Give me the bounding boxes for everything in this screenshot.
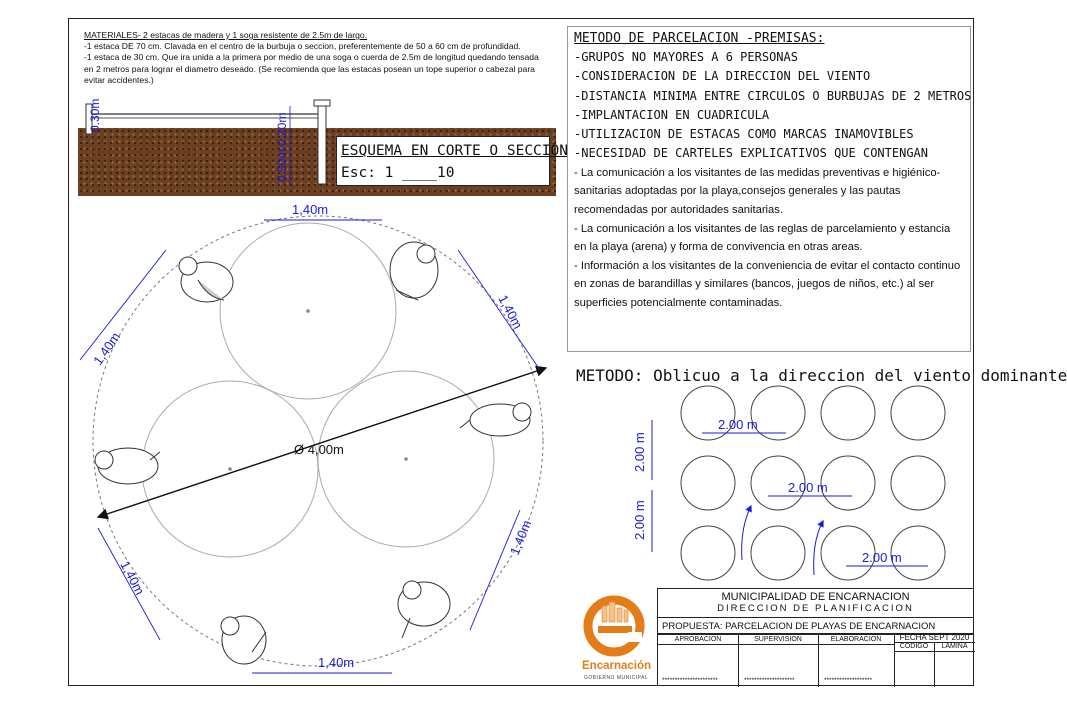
approval-signature: ********************** [662, 677, 718, 684]
date-label: FECHA SEPT 2020 [899, 633, 970, 642]
materials-heading: MATERIALES- 2 estacas de madera y 1 soga resistente de 2.5m de largo. [84, 30, 368, 40]
premises-title: METODO DE PARCELACION -PREMISAS: [574, 31, 825, 46]
side-dimension-top: 1,40m [292, 202, 329, 217]
section-scale: Esc: 1 ____10 [341, 165, 455, 181]
dim-030: 0.30m [88, 98, 102, 132]
dim-020: 0.20m [275, 112, 289, 146]
dim-horizontal: 2.00 m [862, 550, 902, 565]
supervision-header: SUPERVISION [754, 636, 802, 643]
dim-horizontal: 2.00 m [718, 417, 758, 432]
logo-subtitle: GOBIERNO MUNICIPAL [584, 675, 649, 681]
premise-paragraph: - La comunicación a los visitantes de las medidas preventivas e higiénico-sanitarias adoptadas por la playa,consejos generales y las pautas recomendadas por autoridades sanitarias. [574, 166, 941, 216]
sheet-header: LAMINA [941, 643, 968, 650]
department-name: DIRECCION DE PLANIFICACION [717, 603, 914, 614]
wind-arrow-icon [814, 523, 822, 575]
elaboration-signature: ******************* [824, 677, 873, 684]
side-dimension-left: 1,40m [90, 329, 124, 368]
supervision-signature: ******************** [744, 677, 795, 684]
side-dimension-top-right: 1,40m [495, 292, 526, 332]
wind-arrow-icon [742, 508, 750, 560]
materials-line: -1 estaca DE 70 cm. Clavada en el centro de la burbuja o seccion, preferentemente de 50 a 60 cm de profundidad. [84, 41, 521, 52]
code-header: CODIGO [899, 643, 929, 650]
premise-paragraph: - Información a los visitantes de la conveniencia de evitar el contacto continuo en zonas de barandillas y similares (bancos, juegos de niños, etc.) al ser superficies potencialmente contaminadas. [574, 259, 961, 309]
elaboration-header: ELABORACION [830, 636, 882, 643]
materials-line: en 2 metros para lograr el diametro deseado. (Se recomienda que las estacas posean un tope superior o cabezal para [84, 63, 535, 74]
premise-item: -IMPLANTACION EN CUADRICULA [574, 107, 770, 122]
side-dimension-bottom-left: 1,40m [117, 558, 148, 598]
materials-line: -1 estaca de 30 cm. Que ira unida a la primera por medio de una soga o cuerda de 2.5m de longitud quedando tensada [84, 52, 539, 63]
premise-item: -NECESIDAD DE CARTELES EXPLICATIVOS QUE CONTENGAN [574, 146, 929, 161]
section-title: ESQUEMA EN CORTE O SECCIÓN [341, 143, 568, 159]
materials-line: evitar accidentes.) [84, 74, 154, 85]
proposal-title: PROPUESTA: PARCELACION DE PLAYAS DE ENCARNACION [658, 617, 973, 634]
premise-item: -DISTANCIA MINIMA ENTRE CIRCULOS O BURBUJAS DE 2 METROS [574, 88, 972, 103]
municipality-name: MUNICIPALIDAD DE ENCARNACION [721, 591, 910, 603]
side-dimension-right: 1,40m [506, 517, 535, 558]
premise-item: -CONSIDERACION DE LA DIRECCION DEL VIENTO [574, 69, 871, 84]
premise-item: -UTILIZACION DE ESTACAS COMO MARCAS INAMOVIBLES [574, 127, 914, 142]
dim-horizontal: 2.00 m [788, 480, 828, 495]
dim-050: 0.50m [275, 148, 289, 182]
method-title: METODO: Oblicuo a la direccion del viento dominante [576, 366, 1067, 385]
approval-header: APROBACION [674, 636, 722, 643]
dim-vertical: 2.00 m [632, 500, 647, 540]
side-dimension-bottom: 1,40m [318, 655, 355, 670]
diameter-label: Ø 4,00m [294, 442, 344, 457]
encarnacion-logo-icon [580, 596, 652, 660]
premise-paragraph: - La comunicación a los visitantes de las reglas de parcelamiento y estancia en la playa (arena) y forma de convivencia en otras areas. [574, 222, 951, 254]
title-block [657, 588, 974, 686]
premise-item: -GRUPOS NO MAYORES A 6 PERSONAS [574, 50, 798, 64]
logo-name: Encarnación [582, 660, 652, 672]
dim-vertical: 2.00 m [632, 432, 647, 472]
